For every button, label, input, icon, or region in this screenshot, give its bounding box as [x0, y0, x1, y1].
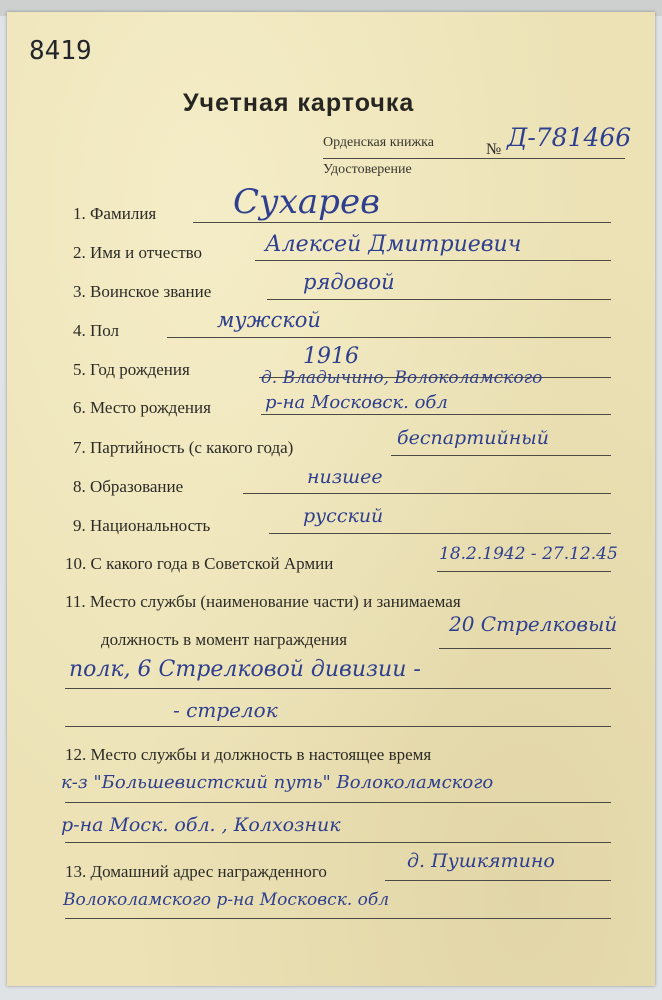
- field-11-label-cont: должность в момент награждения: [101, 630, 348, 649]
- field-9-line: [269, 533, 611, 534]
- field-9-label: 9. Национальность: [73, 516, 211, 535]
- field-8-value: низшее: [307, 466, 383, 488]
- field-13-value: д. Пушкятино: [407, 850, 555, 872]
- field-2-label: 2. Имя и отчество: [73, 243, 203, 262]
- field-12-line-1: [65, 802, 611, 803]
- field-4-value: мужской: [217, 308, 321, 332]
- field-4-line: [167, 337, 611, 338]
- field-8-line: [243, 493, 611, 494]
- order-book-label: Орденская книжка: [323, 135, 434, 150]
- corner-note: 8419: [29, 36, 92, 66]
- field-13-line-1: [385, 880, 611, 881]
- field-1-line: [193, 222, 611, 223]
- card-title: Учетная карточка: [183, 89, 415, 117]
- field-5-value: 1916: [303, 344, 359, 369]
- field-13-label: 13. Домашний адрес награжденного: [65, 862, 327, 881]
- book-number: Д-781466: [507, 123, 632, 152]
- number-sign: №: [486, 141, 502, 158]
- field-11-line-1: [439, 648, 611, 649]
- field-7-label: 7. Партийность (с какого года): [73, 438, 294, 457]
- field-11-value: 20 Стрелковый: [449, 612, 618, 636]
- field-13-value-line2: Волоколамского р-на Московск. обл: [63, 890, 390, 910]
- field-6-value-above: д. Владычино, Волоколамского: [261, 368, 543, 388]
- field-12-line-2: [65, 842, 611, 843]
- field-4-label: 4. Пол: [73, 321, 120, 340]
- field-7-line: [391, 455, 611, 456]
- field-9-value: русский: [303, 505, 384, 527]
- field-12-value-line2: р-на Моск. обл. , Колхозник: [61, 814, 341, 836]
- field-12-label: 12. Место службы и должность в настоящее время: [65, 745, 432, 764]
- record-card: [7, 12, 655, 986]
- field-11-value-line3: - стрелок: [173, 698, 278, 722]
- field-7-value: беспартийный: [397, 427, 549, 449]
- book-number-underline: [323, 158, 625, 159]
- field-8-label: 8. Образование: [73, 477, 184, 496]
- field-3-label: 3. Воинское звание: [73, 282, 212, 301]
- field-2-line: [255, 260, 611, 261]
- field-5-label: 5. Год рождения: [73, 360, 190, 379]
- field-12-value-line1: к-з "Большевистский путь" Волоколамского: [61, 772, 494, 793]
- field-13-line-2: [65, 918, 611, 919]
- field-6-label: 6. Место рождения: [73, 398, 211, 417]
- field-10-line: [437, 571, 611, 572]
- certificate-label: Удостоверение: [323, 162, 412, 177]
- field-1-label: 1. Фамилия: [73, 204, 157, 223]
- field-11-value-line2: полк, 6 Стрелковой дивизии -: [69, 657, 421, 682]
- field-2-value: Алексей Дмитриевич: [265, 232, 522, 257]
- field-3-value: рядовой: [303, 270, 395, 294]
- field-1-value: Сухарев: [233, 182, 380, 222]
- field-11-line-2: [65, 688, 611, 689]
- field-10-label: 10. С какого года в Советской Армии: [65, 554, 334, 573]
- field-11-line-3: [65, 726, 611, 727]
- field-3-line: [267, 299, 611, 300]
- field-11-label: 11. Место службы (наименование части) и занимаемая: [65, 592, 461, 611]
- field-6-line: [261, 414, 611, 415]
- field-6-value: р-на Московск. обл: [265, 392, 448, 413]
- field-10-value: 18.2.1942 - 27.12.45: [439, 544, 618, 564]
